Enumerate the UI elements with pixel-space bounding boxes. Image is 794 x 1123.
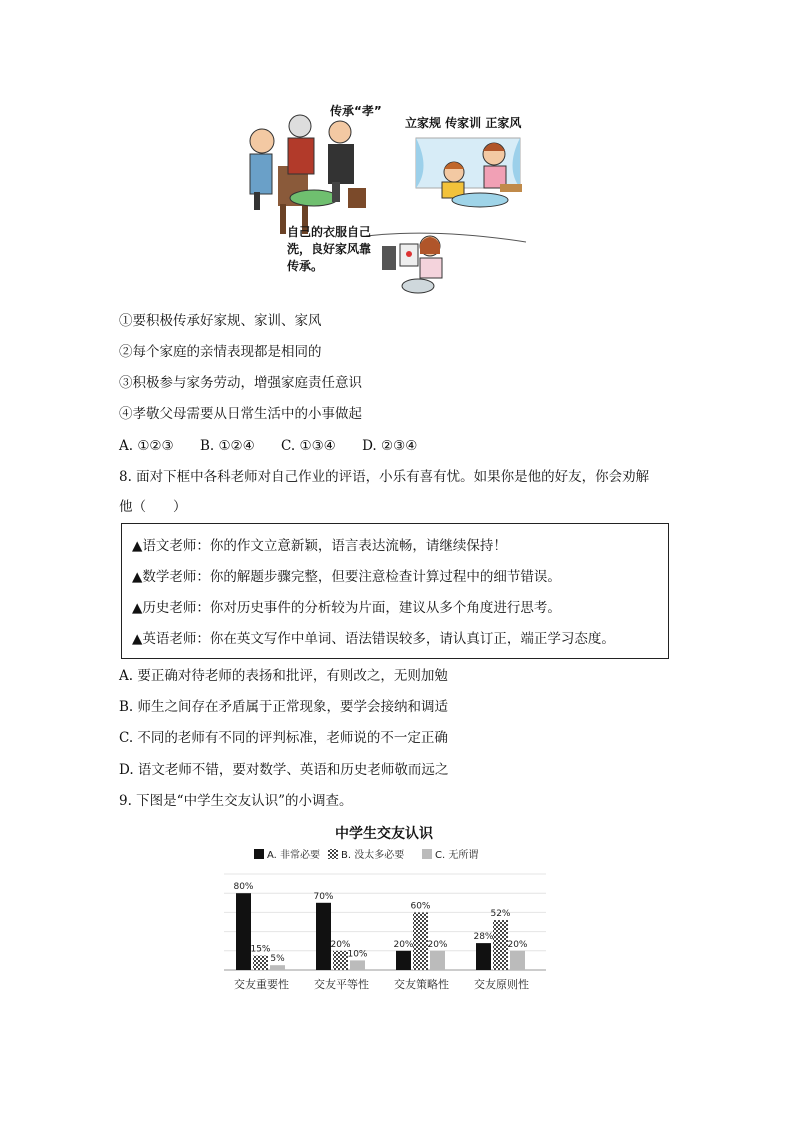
q8-option-a[interactable]: A. 要正确对待老师的表扬和批评，有则改之，无则加勉 (119, 668, 448, 684)
friendship-survey-chart (216, 818, 556, 998)
chart-title: 中学生交友认识 (335, 826, 433, 842)
q8-option-c[interactable]: C. 不同的老师有不同的评判标准，老师说的不一定正确 (119, 730, 448, 746)
category-label-1: 交友重要性 (234, 978, 289, 991)
q7-statement-3: ③积极参与家务劳动，增强家庭责任意识 (119, 375, 362, 391)
data-label-1-1: 80% (233, 882, 254, 893)
caption-family-rules: 立家规 传家训 正家风 (405, 116, 522, 130)
scene-laundry (366, 233, 526, 293)
bar-3-2 (413, 912, 428, 970)
scene-filial-piety (250, 115, 366, 234)
data-label-2-2: 20% (330, 939, 351, 950)
data-label-2-1: 70% (313, 891, 334, 902)
legend-swatch-2 (328, 849, 338, 859)
data-label-3-3: 20% (427, 939, 448, 950)
comment-math-teacher: ▲数学老师：你的解题步骤完整，但要注意检查计算过程中的细节错误。 (132, 569, 561, 585)
data-label-2-3: 10% (347, 949, 368, 960)
q8-option-b[interactable]: B. 师生之间存在矛盾属于正常现象，要学会接纳和调适 (119, 699, 449, 715)
bar-4-2 (493, 920, 508, 970)
data-label-4-2: 52% (490, 909, 511, 920)
chart-category-labels (234, 977, 529, 991)
legend-swatch-1 (254, 849, 264, 859)
bar-4-3 (510, 951, 525, 970)
bar-3-3 (430, 951, 445, 970)
q7-option-b[interactable]: B. ①②④ (199, 438, 255, 454)
q7-option-d[interactable]: D. ②③④ (362, 438, 418, 454)
bar-1-1 (236, 893, 251, 970)
bar-1-3 (270, 965, 285, 970)
caption-laundry-line-1: 自己的衣服自己 (287, 225, 372, 239)
data-label-3-1: 20% (393, 939, 414, 950)
bar-3-1 (396, 951, 411, 970)
data-label-4-1: 28% (473, 932, 494, 943)
q7-statement-1: ①要积极传承好家规、家训、家风 (119, 313, 322, 329)
q7-statement-4: ④孝敬父母需要从日常生活中的小事做起 (119, 406, 362, 422)
bar-2-2 (333, 951, 348, 970)
q8-option-d[interactable]: D. 语文老师不错，要对数学、英语和历史老师敬而远之 (119, 762, 449, 778)
data-label-1-3: 5% (270, 954, 285, 965)
chart-legend (254, 848, 478, 861)
caption-filial-piety: 传承“孝” (330, 104, 382, 118)
q8-stem-line-1: 8. 面对下框中各科老师对自己作业的评语，小乐有喜有忧。如果你是他的好友，你会劝解 (119, 469, 650, 485)
comment-english-teacher: ▲英语老师：你在英文写作中单词、语法错误较多，请认真订正，端正学习态度。 (132, 631, 615, 647)
comment-chinese-teacher: ▲语文老师：你的作文立意新颖，语言表达流畅，请继续保持！ (132, 538, 507, 554)
legend-label-2: B. 没太多必要 (341, 850, 405, 861)
q7-options (119, 437, 439, 455)
legend-swatch-3 (422, 849, 432, 859)
legend-label-1: A. 非常必要 (267, 850, 321, 861)
comment-history-teacher: ▲历史老师：你对历史事件的分析较为片面，建议从多个角度进行思考。 (132, 600, 561, 616)
data-label-3-2: 60% (410, 901, 431, 912)
bar-2-1 (316, 903, 331, 970)
category-label-2: 交友平等性 (314, 978, 369, 991)
q7-option-c[interactable]: C. ①③④ (281, 438, 336, 454)
q7-statement-2: ②每个家庭的亲情表现都是相同的 (119, 344, 322, 360)
bar-2-3 (350, 960, 365, 970)
q7-option-a[interactable]: A. ①②③ (119, 438, 174, 454)
q9-stem: 9. 下图是“中学生交友认识”的小调查。 (119, 793, 353, 809)
data-label-4-3: 20% (507, 939, 528, 950)
caption-laundry-line-3: 传承。 (287, 259, 324, 273)
data-label-1-2: 15% (250, 944, 271, 955)
caption-laundry (287, 224, 371, 275)
scene-family-rules (416, 138, 522, 207)
bar-1-2 (253, 956, 268, 970)
bar-4-1 (476, 943, 491, 970)
caption-laundry-line-2: 洗，良好家风靠 (287, 242, 372, 256)
category-label-4: 交友原则性 (474, 978, 529, 991)
category-label-3: 交友策略性 (394, 978, 449, 991)
q8-stem-line-2: 他（ ） (119, 499, 187, 515)
legend-label-3: C. 无所谓 (435, 850, 479, 861)
teacher-comments-box (121, 523, 669, 659)
